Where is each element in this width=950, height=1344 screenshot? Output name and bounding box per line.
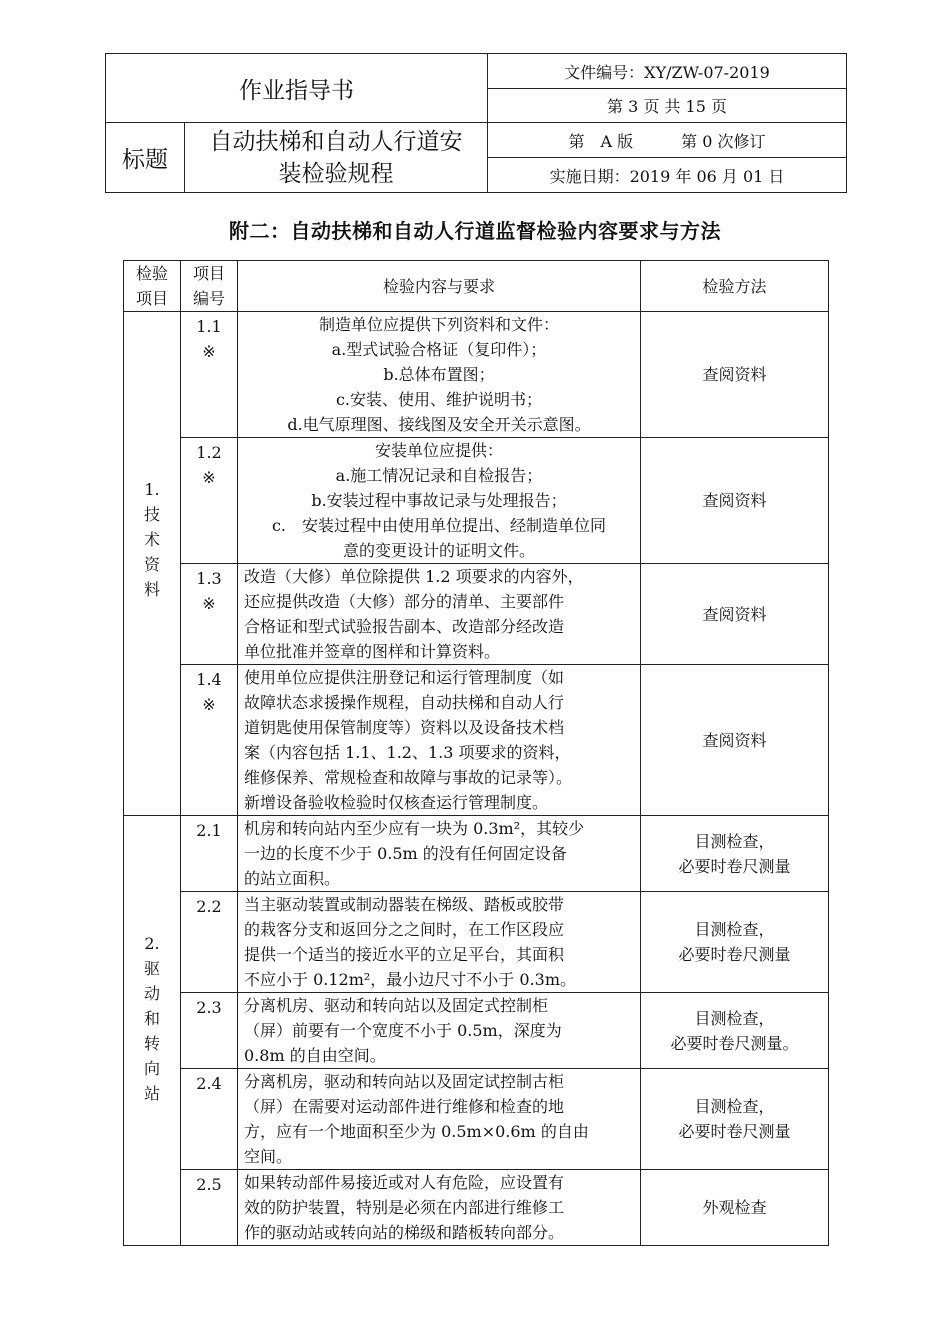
requirement-line: 提供一个适当的接近水平的立足平台，其面积	[244, 945, 565, 964]
inspection-method	[641, 1170, 829, 1246]
item-number-line: 2.1	[196, 821, 222, 840]
method-line: 目测检查，	[694, 1008, 775, 1028]
requirement-line: 改造（大修）单位除提供 1.2 项要求的内容外，	[244, 567, 584, 586]
requirement-line: 的栽客分支和返回分之之间时，在工作区段应	[244, 920, 565, 939]
table-row	[124, 993, 829, 1069]
requirement-line: 意的变更设计的证明文件。	[342, 541, 535, 560]
method-line: 查阅资料	[702, 604, 767, 624]
item-number-line: 2.2	[196, 897, 222, 916]
requirement-line: 合格证和型式试验报告副本、改造部分经改造	[244, 617, 565, 636]
requirement-line: 使用单位应提供注册登记和运行管理制度（如	[244, 668, 565, 687]
inspection-method	[641, 816, 829, 892]
requirement-line: 方，应有一个地面积至少为 0.5m×0.6m 的自由	[244, 1122, 589, 1141]
method-line: 必要时卷尺测量。	[670, 1033, 799, 1053]
item-number-line: 2.3	[196, 998, 222, 1017]
requirement-line: c. 安装过程中由使用单位提出、经制造单位同	[271, 516, 607, 535]
table-row	[124, 1069, 829, 1170]
item-number-line: 1.2	[196, 443, 222, 462]
item-number-line: 2.4	[196, 1074, 222, 1093]
page-info: 第 3 页 共 15 页	[488, 89, 847, 123]
table-row	[124, 564, 829, 665]
requirement-text	[238, 816, 641, 892]
inspection-method	[641, 564, 829, 665]
item-number-line: 1.1	[196, 317, 222, 336]
item-number	[181, 816, 238, 892]
table-row	[124, 438, 829, 564]
requirement-text	[238, 665, 641, 816]
inspection-method	[641, 993, 829, 1069]
inspection-rows	[124, 312, 829, 1246]
method-line: 目测检查，	[694, 920, 775, 939]
method-line: 查阅资料	[702, 365, 767, 384]
method-line: 目测检查，	[694, 831, 775, 851]
item-number-line: 1.4	[196, 670, 222, 689]
requirement-text	[238, 892, 641, 993]
item-number	[181, 312, 238, 438]
document-header	[105, 53, 847, 193]
table-row	[124, 665, 829, 816]
item-number	[181, 993, 238, 1069]
requirement-line: 道钥匙使用保管制度等）资料以及设备技术档	[244, 718, 565, 737]
header-item-no	[181, 261, 238, 312]
header-item-no-line: 项目	[192, 264, 225, 283]
category-line: 站	[143, 1084, 160, 1103]
item-number-line: ※	[202, 594, 216, 613]
table-row	[124, 1170, 829, 1246]
header-item-no-line: 编号	[192, 289, 225, 308]
requirement-line: 作的驱动站或转向站的梯级和踏板转向部分。	[244, 1223, 565, 1242]
category-line: 料	[143, 580, 160, 599]
category-line: 资	[143, 555, 160, 574]
header-category	[124, 261, 181, 312]
category-line: 技	[143, 505, 160, 524]
header-method: 检验方法	[641, 261, 829, 312]
item-number	[181, 438, 238, 564]
requirement-line: 机房和转向站内至少应有一块为 0.3m²，其较少	[244, 819, 585, 838]
requirement-line: 当主驱动装置或制动器装在梯级、踏板或胶带	[244, 895, 565, 914]
item-number-line: 2.5	[196, 1175, 222, 1194]
requirement-line: 如果转动部件易接近或对人有危险，应设置有	[244, 1173, 565, 1192]
category-cell	[124, 816, 181, 1246]
requirement-line: （屏）前要有一个宽度不小于 0.5m，深度为	[244, 1021, 562, 1040]
requirement-line: 维修保养、常规检查和故障与事故的记录等）。	[244, 768, 573, 787]
item-number-line: ※	[202, 468, 216, 487]
header-category-line: 项目	[135, 289, 168, 308]
requirement-line: b.安装过程中事故记录与处理报告；	[311, 491, 567, 510]
item-number-line: ※	[202, 342, 216, 361]
requirement-line: 单位批准并签章的图样和计算资料。	[244, 642, 501, 661]
method-line: 外观检查	[702, 1198, 767, 1217]
category-line: 术	[143, 530, 160, 549]
inspection-method	[641, 1069, 829, 1170]
item-number	[181, 1069, 238, 1170]
item-number	[181, 892, 238, 993]
category-line: 动	[143, 984, 160, 1003]
method-line: 必要时卷尺测量	[678, 856, 791, 876]
requirement-line: 不应小于 0.12m²，最小边尺寸不小于 0.3m。	[244, 970, 577, 989]
category-cell	[124, 312, 181, 816]
doc-title	[185, 123, 488, 193]
doc-title-line: 自动扶梯和自动人行道安	[209, 128, 463, 155]
requirement-line: b.总体布置图；	[383, 365, 495, 384]
category-line: 转	[143, 1034, 160, 1053]
file-number: 文件编号：XY/ZW-07-2019	[488, 54, 847, 89]
category-line: 驱	[143, 959, 160, 978]
requirement-text	[238, 438, 641, 564]
header-content: 检验内容与要求	[238, 261, 641, 312]
requirement-line: 还应提供改造（大修）部分的清单、主要部件	[244, 592, 565, 611]
requirement-text	[238, 993, 641, 1069]
table-row	[124, 816, 829, 892]
method-line: 必要时卷尺测量	[678, 1122, 791, 1141]
requirement-line: a.施工情况记录和自检报告；	[335, 466, 543, 485]
doc-type: 作业指导书	[106, 54, 488, 123]
version-info: 第 A 版 第 0 次修订	[488, 123, 847, 158]
requirement-line: 空间。	[244, 1147, 293, 1166]
item-number	[181, 665, 238, 816]
table-row	[124, 312, 829, 438]
annex-title: 附二：自动扶梯和自动人行道监督检验内容要求与方法	[229, 219, 721, 243]
effective-date: 实施日期：2019 年 06 月 01 日	[488, 158, 847, 193]
title-label: 标题	[106, 123, 185, 193]
category-line: 2.	[144, 934, 160, 953]
requirement-line: （屏）在需要对运动部件进行维修和检查的地	[244, 1097, 565, 1116]
category-line: 向	[143, 1059, 160, 1078]
inspection-table	[123, 260, 829, 1246]
requirement-text	[238, 1069, 641, 1170]
item-number-line: ※	[202, 695, 216, 714]
requirement-line: 的站立面积。	[244, 869, 341, 888]
requirement-line: 0.8m 的自由空间。	[244, 1046, 386, 1065]
requirement-line: a.型式试验合格证（复印件）；	[331, 340, 547, 359]
doc-title-line: 装检验规程	[278, 160, 394, 187]
requirement-text	[238, 564, 641, 665]
requirement-text	[238, 312, 641, 438]
requirement-line: c.安装、使用、维护说明书；	[335, 390, 543, 409]
requirement-line: 一边的长度不少于 0.5m 的没有任何固定设备	[244, 844, 567, 863]
category-line: 和	[143, 1009, 160, 1028]
requirement-text	[238, 1170, 641, 1246]
inspection-method	[641, 892, 829, 993]
method-line: 必要时卷尺测量	[678, 945, 791, 964]
method-line: 目测检查，	[694, 1097, 775, 1116]
inspection-method	[641, 665, 829, 816]
requirement-line: 分离机房，驱动和转向站以及固定试控制古柜	[244, 1072, 565, 1091]
requirement-line: 安装单位应提供：	[374, 441, 503, 460]
method-line: 查阅资料	[702, 491, 767, 510]
method-line: 查阅资料	[702, 730, 767, 750]
requirement-line: d.电气原理图、接线图及安全开关示意图。	[287, 415, 591, 434]
inspection-method	[641, 312, 829, 438]
requirement-line: 效的防护装置，特别是必须在内部进行维修工	[244, 1198, 565, 1217]
requirement-line: 新增设备验收检验时仅核查运行管理制度。	[244, 793, 549, 812]
requirement-line: 制造单位应提供下列资料和文件：	[318, 315, 559, 334]
header-category-line: 检验	[135, 264, 168, 283]
requirement-line: 故障状态求援操作规程，自动扶梯和自动人行	[244, 693, 565, 712]
table-row	[124, 892, 829, 993]
category-line: 1.	[144, 480, 160, 499]
requirement-line: 案（内容包括 1.1、1.2、1.3 项要求的资料，	[244, 743, 571, 762]
requirement-line: 分离机房、驱动和转向站以及固定式控制柜	[244, 996, 549, 1015]
inspection-method	[641, 438, 829, 564]
item-number	[181, 564, 238, 665]
item-number	[181, 1170, 238, 1246]
item-number-line: 1.3	[196, 569, 222, 588]
